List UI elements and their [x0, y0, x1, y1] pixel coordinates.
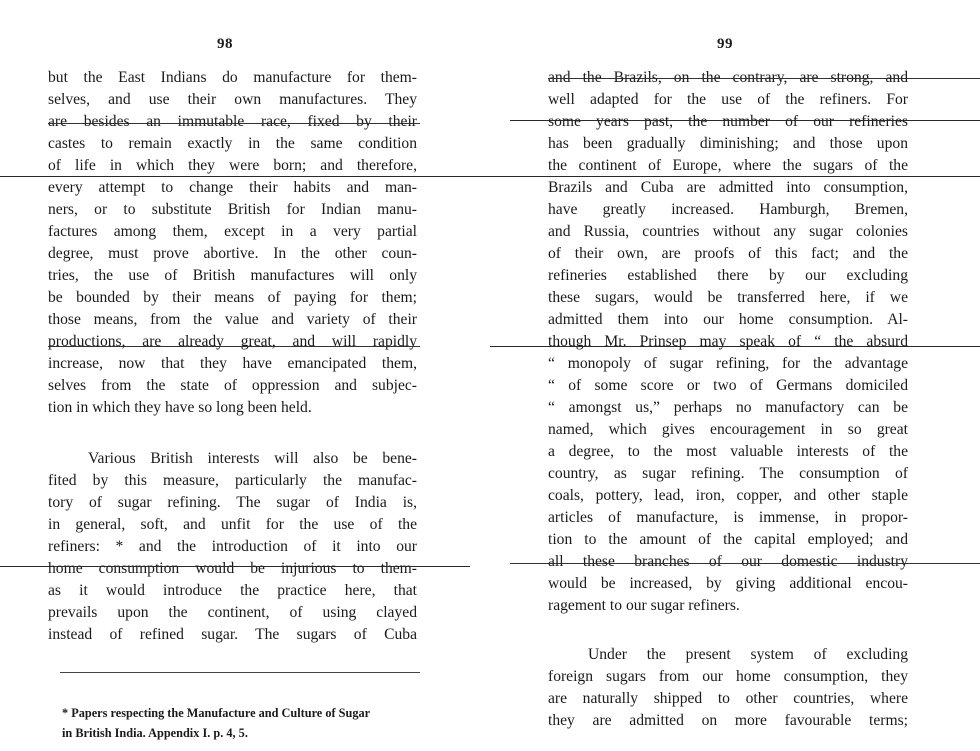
text-line: those means, from the value and variety of their	[48, 311, 417, 328]
text-line: prevails upon the continent, of using clayed	[48, 604, 417, 621]
text-line: articles of manufacture, is immense, in propor-	[548, 509, 908, 526]
text-line: fited by this measure, particularly the manufac-	[48, 472, 417, 489]
text-line: has been gradually diminishing; and those upon	[548, 135, 908, 152]
text-line: productions, are already great, and will rapidly	[48, 333, 417, 350]
text-line: in general, soft, and unfit for the use of the	[48, 516, 417, 533]
text-line: foreign sugars from our home consumption, they	[548, 668, 908, 685]
text-line: “ amongst us,” perhaps no manufactory can be	[548, 399, 908, 416]
text-line: Various British interests will also be bene-	[88, 450, 417, 467]
text-line: as it would introduce the practice here, that	[48, 582, 417, 599]
text-line: would be increased, by giving additional encou-	[548, 575, 908, 592]
text-line: country, as sugar refining. The consumption of	[548, 465, 908, 482]
text-line: coals, pottery, lead, iron, copper, and other staple	[548, 487, 908, 504]
text-line: and Russia, countries without any sugar colonies	[548, 223, 908, 240]
text-line: of life in which they were born; and therefore,	[48, 157, 417, 174]
footnote-line: * Papers respecting the Manufacture and Culture of Sugar	[62, 706, 371, 720]
scan-line	[510, 563, 980, 564]
text-line: selves from the state of oppression and subjec-	[48, 377, 417, 394]
text-line: they are admitted on more favourable terms;	[548, 712, 908, 729]
text-line: have greatly increased. Hamburgh, Bremen,	[548, 201, 908, 218]
text-line: these sugars, would be transferred here, if we	[548, 289, 908, 306]
text-line: refineries established there by our excluding	[548, 267, 908, 284]
text-line: be bounded by their means of paying for them;	[48, 289, 417, 306]
text-line: “ of some score or two of Germans domiciled	[548, 377, 908, 394]
text-line: Under the present system of excluding	[588, 646, 908, 663]
text-line: refiners: * and the introduction of it into our	[48, 538, 417, 555]
scan-line	[48, 346, 420, 347]
text-line: of their own, are proofs of this fact; and the	[548, 245, 908, 262]
text-line: tory of sugar refining. The sugar of India is,	[48, 494, 417, 511]
text-line: some years past, the number of our refineries	[548, 113, 908, 130]
text-line: “ monopoly of sugar refining, for the advantage	[548, 355, 908, 372]
footnote-line: in British India. Appendix I. p. 4, 5.	[62, 726, 248, 740]
text-line: tion to the amount of the capital employed; and	[548, 531, 908, 548]
page-number: 99	[717, 36, 733, 52]
scan-line	[0, 176, 490, 177]
scan-line	[48, 123, 420, 124]
text-line: ragement to our sugar refiners.	[548, 597, 740, 614]
scan-line	[490, 346, 980, 347]
text-line: tries, the use of British manufactures will only	[48, 267, 417, 284]
text-line: selves, and use their own manufactures. They	[48, 91, 417, 108]
scan-line	[0, 566, 470, 567]
text-line: instead of refined sugar. The sugars of Cuba	[48, 626, 417, 643]
page-number: 98	[217, 36, 233, 52]
text-line: but the East Indians do manufacture for them-	[48, 69, 417, 86]
text-line: though Mr. Prinsep may speak of “ the absurd	[548, 333, 908, 350]
text-line: well adapted for the use of the refiners. For	[548, 91, 908, 108]
text-line: are besides an immutable race, fixed by their	[48, 113, 417, 130]
text-line: all these branches of our domestic industry	[548, 553, 908, 570]
scan-line	[510, 120, 980, 121]
text-line: are naturally shipped to other countries, where	[548, 690, 908, 707]
text-line: admitted them into our home consumption. Al-	[548, 311, 908, 328]
text-line: named, which gives encouragement in so great	[548, 421, 908, 438]
text-line: tion in which they have so long been held.	[48, 399, 312, 416]
text-line: every attempt to change their habits and man-	[48, 179, 417, 196]
text-line: castes to remain exactly in the same condition	[48, 135, 417, 152]
right-page	[490, 0, 980, 751]
text-line: home consumption would be injurious to them-	[48, 560, 417, 577]
text-line: a degree, to the most valuable interests of the	[548, 443, 908, 460]
scan-line	[490, 176, 980, 177]
text-line: and the Brazils, on the contrary, are strong, and	[548, 69, 908, 86]
text-line: the continent of Europe, where the sugars of the	[548, 157, 908, 174]
text-line: increase, now that they have emancipated them,	[48, 355, 417, 372]
text-line: Brazils and Cuba are admitted into consumption,	[548, 179, 908, 196]
scan-line	[548, 78, 980, 79]
text-line: ners, or to substitute British for Indian manu-	[48, 201, 417, 218]
text-line: degree, must prove abortive. In the other coun-	[48, 245, 417, 262]
footnote-rule	[60, 672, 420, 673]
text-line: factures among them, except in a very partial	[48, 223, 417, 240]
